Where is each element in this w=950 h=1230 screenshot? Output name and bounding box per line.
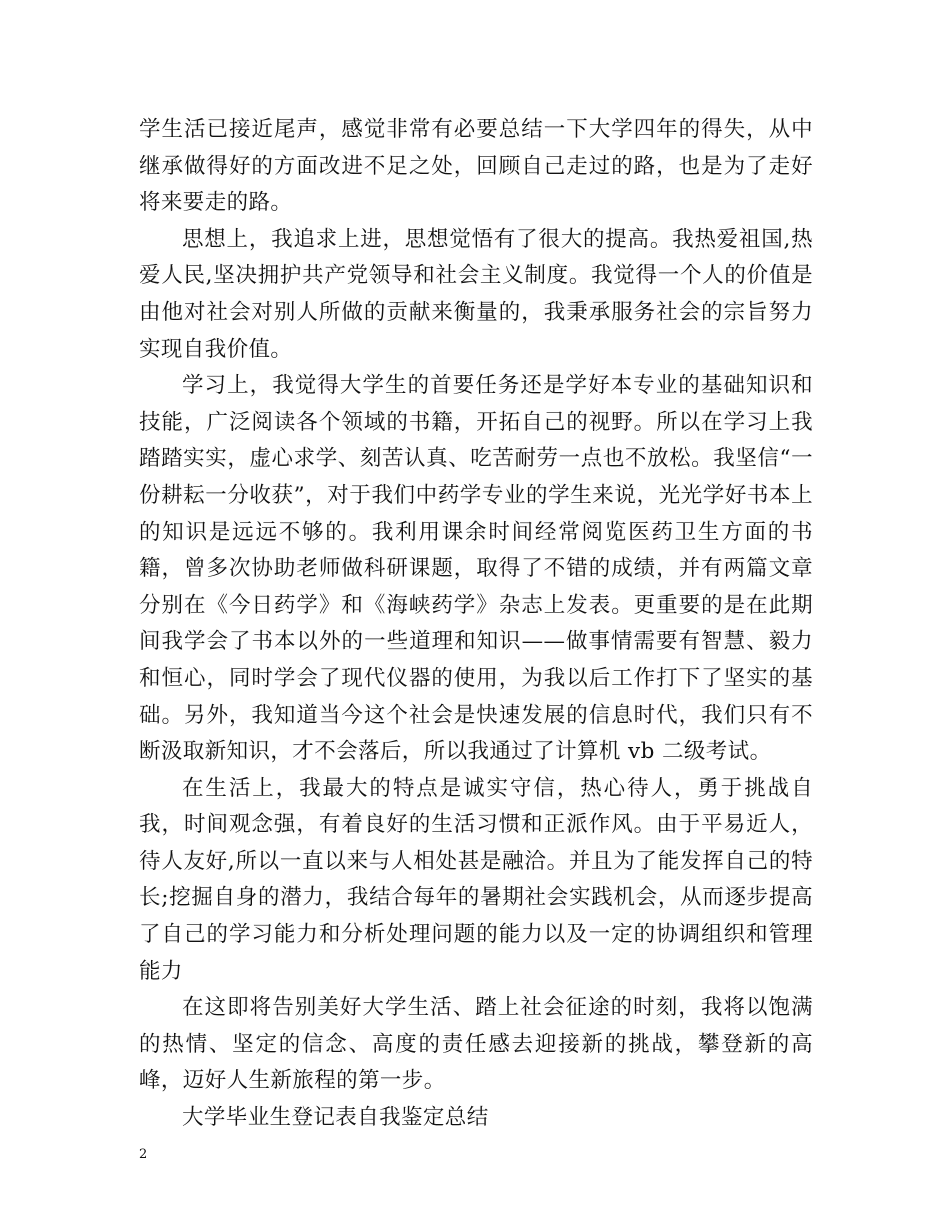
body-text [139,112,813,1137]
paragraph: 思想上，我追求上进，思想觉悟有了很大的提高。我热爱祖国,热爱人民,坚决拥护共产党领导和社会主义制度。我觉得一个人的价值是由他对社会对别人所做的贡献来衡量的，我秉承服务社会的宗旨努力实现自我价值。 [139,226,813,362]
paragraph: 学生活已接近尾声，感觉非常有必要总结一下大学四年的得失，从中继承做得好的方面改进不足之处，回顾自己走过的路，也是为了走好将来要走的路。 [139,117,813,216]
paragraph: 学习上，我觉得大学生的首要任务还是学好本专业的基础知识和技能，广泛阅读各个领域的书籍，开拓自己的视野。所以在学习上我踏踏实实，虚心求学、刻苦认真、吃苦耐劳一点也不放松。我坚信“一份耕耘一分收获”，对于我们中药学专业的学生来说，光光学好书本上的知识是远远不够的。我利用课余时间经常阅览医药卫生方面的书籍，曾多次协助老师做科研课题，取得了不错的成绩，并有两篇文章分别在《今日药学》和《海峡药学》杂志上发表。更重要的是在此期间我学会了书本以外的一些道理和知识——做事情需要有智慧、毅力和恒心，同时学会了现代仪器的使用，为我以后工作打下了坚实的基础。另外，我知道当今这个社会是快速发展的信息时代，我们只有不断汲取新知识，才不会落后，所以我通过了计算机 vb 二级考试。 [139,373,813,765]
paragraph: 在这即将告别美好大学生活、踏上社会征途的时刻，我将以饱满的热情、坚定的信念、高度的责任感去迎接新的挑战，攀登新的高峰，迈好人生新旅程的第一步。 [139,995,813,1094]
paragraph: 在生活上，我最大的特点是诚实守信，热心待人，勇于挑战自我，时间观念强，有着良好的生活习惯和正派作风。由于平易近人，待人友好,所以一直以来与人相处甚是融洽。并且为了能发挥自己的特长;挖掘自身的潜力，我结合每年的暑期社会实践机会，从而逐步提高了自己的学习能力和分析处理问题的能力以及一定的协调组织和管理能力 [139,775,813,984]
section-heading: 大学毕业生登记表自我鉴定总结 [182,1105,489,1131]
page-number: 2 [139,1147,148,1162]
